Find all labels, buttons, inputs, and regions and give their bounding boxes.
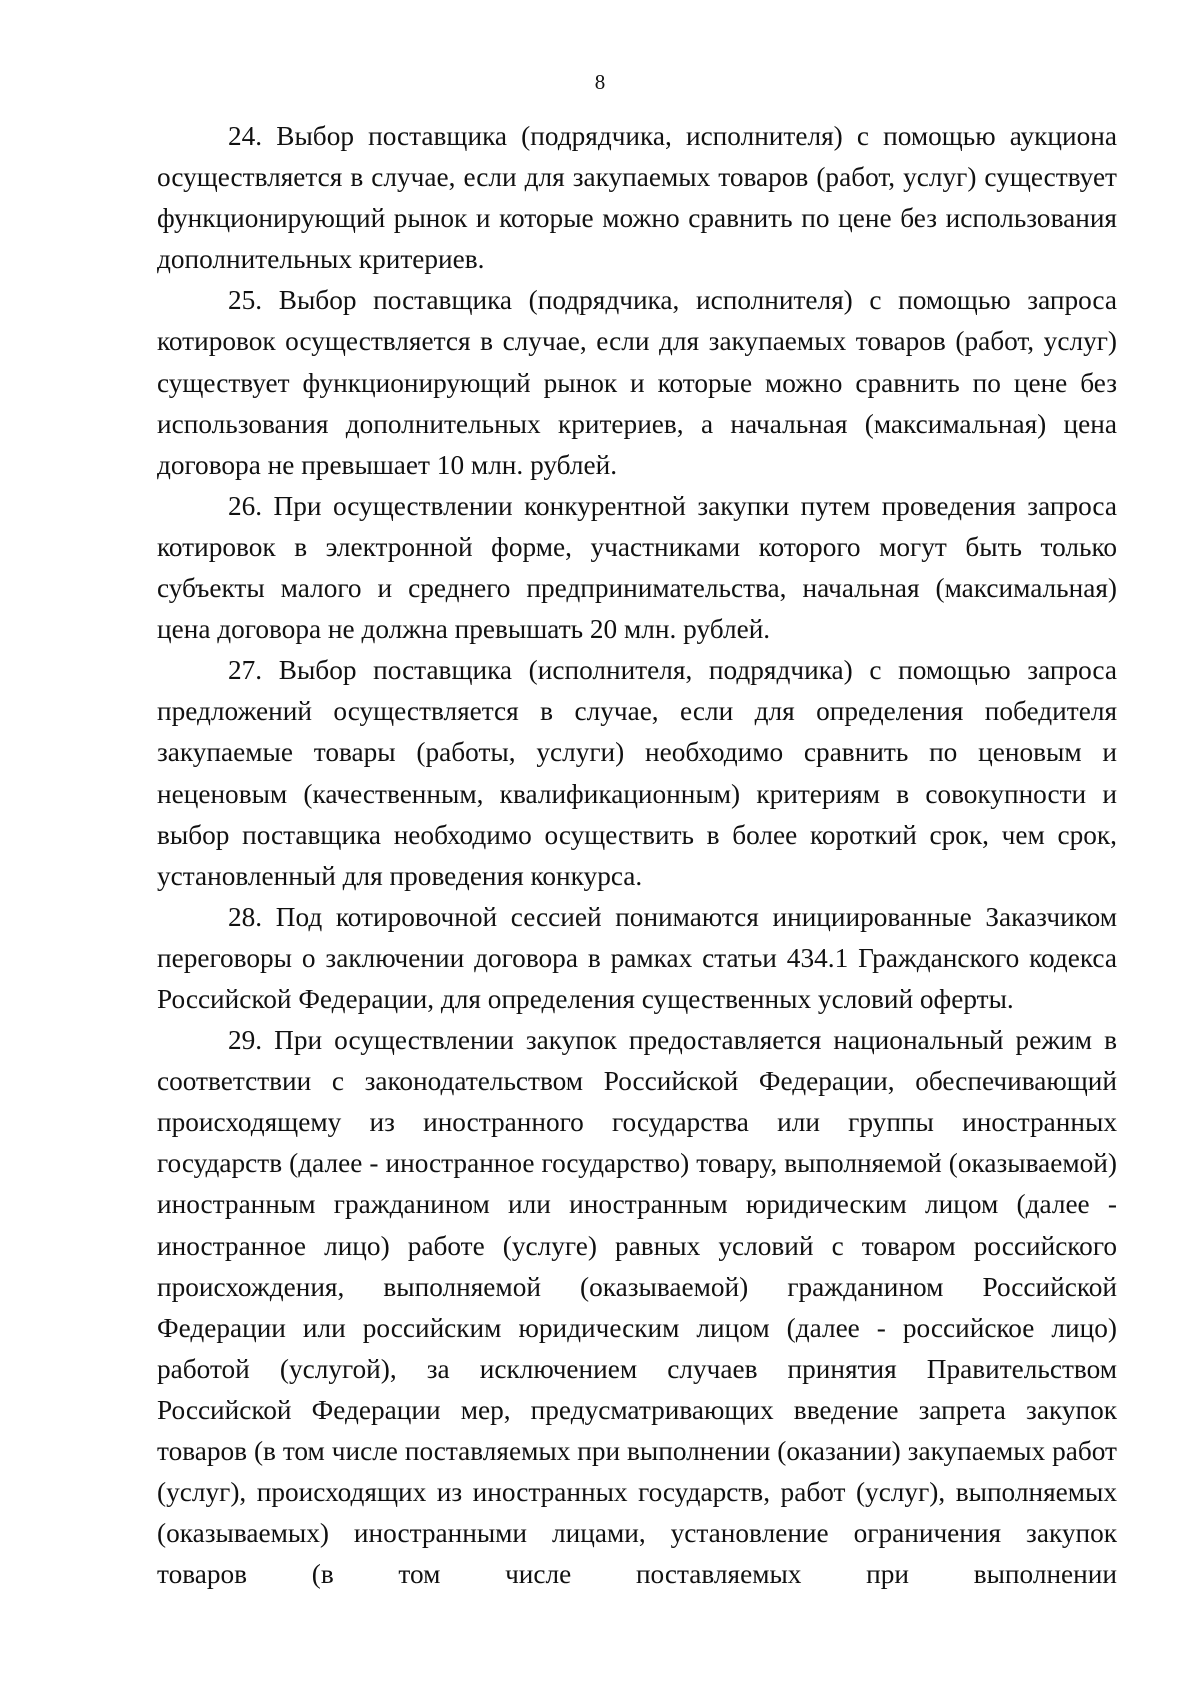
paragraph-24: 24. Выбор поставщика (подрядчика, исполнителя) с помощью аукциона осуществляется в случае, если для закупаемых товаров (работ, услуг) существует функционирующий рынок и которые можно сравнить по цене без использования дополнительных критериев. — [157, 121, 1117, 275]
paragraph-29: 29. При осуществлении закупок предоставляется национальный режим в соответствии с законодательством Российской Федерации, обеспечивающий происходящему из иностранного государства или группы иностранных государств (далее - иностранное государство) товару, выполняемой (оказываемой) иностранным гражданином или иностранным юридическим лицом (далее - иностранное лицо) работе (услуге) равных условий с товаром российского происхождения, выполняемой (оказываемой) гражданином Российской Федерации или российским юридическим лицом (далее - российское лицо) работой (услугой), за исключением случаев принятия Правительством Российской Федерации мер, предусматривающих введение запрета закупок товаров (в том числе поставляемых при выполнении (оказании) закупаемых работ (услуг), происходящих из иностранных государств, работ (услуг), выполняемых (оказываемых) иностранными лицами, установление ограничения закупок товаров (в том числе поставляемых при выполнении — [157, 1025, 1117, 1590]
paragraph-28: 28. Под котировочной сессией понимаются инициированные Заказчиком переговоры о заключении договора в рамках статьи 434.1 Гражданского кодекса Российской Федерации, для определения существенных условий оферты. — [157, 901, 1117, 1014]
page-number: 8 — [594, 70, 606, 94]
document-body — [157, 116, 1117, 1595]
paragraph-27: 27. Выбор поставщика (исполнителя, подрядчика) с помощью запроса предложений осуществляется в случае, если для определения победителя закупаемые товары (работы, услуги) необходимо сравнить по ценовым и неценовым (качественным, квалификационным) критериям в совокупности и выбор поставщика необходимо осуществить в более короткий срок, чем срок, установленный для проведения конкурса. — [157, 655, 1117, 891]
paragraph-26: 26. При осуществлении конкурентной закупки путем проведения запроса котировок в электронной форме, участниками которого могут быть только субъекты малого и среднего предпринимательства, начальная (максимальная) цена договора не должна превышать 20 млн. рублей. — [157, 490, 1117, 645]
paragraph-25: 25. Выбор поставщика (подрядчика, исполнителя) с помощью запроса котировок осуществляется в случае, если для закупаемых товаров (работ, услуг) существует функционирующий рынок и которые можно сравнить по цене без использования дополнительных критериев, а начальная (максимальная) цена договора не превышает 10 млн. рублей. — [157, 285, 1117, 480]
